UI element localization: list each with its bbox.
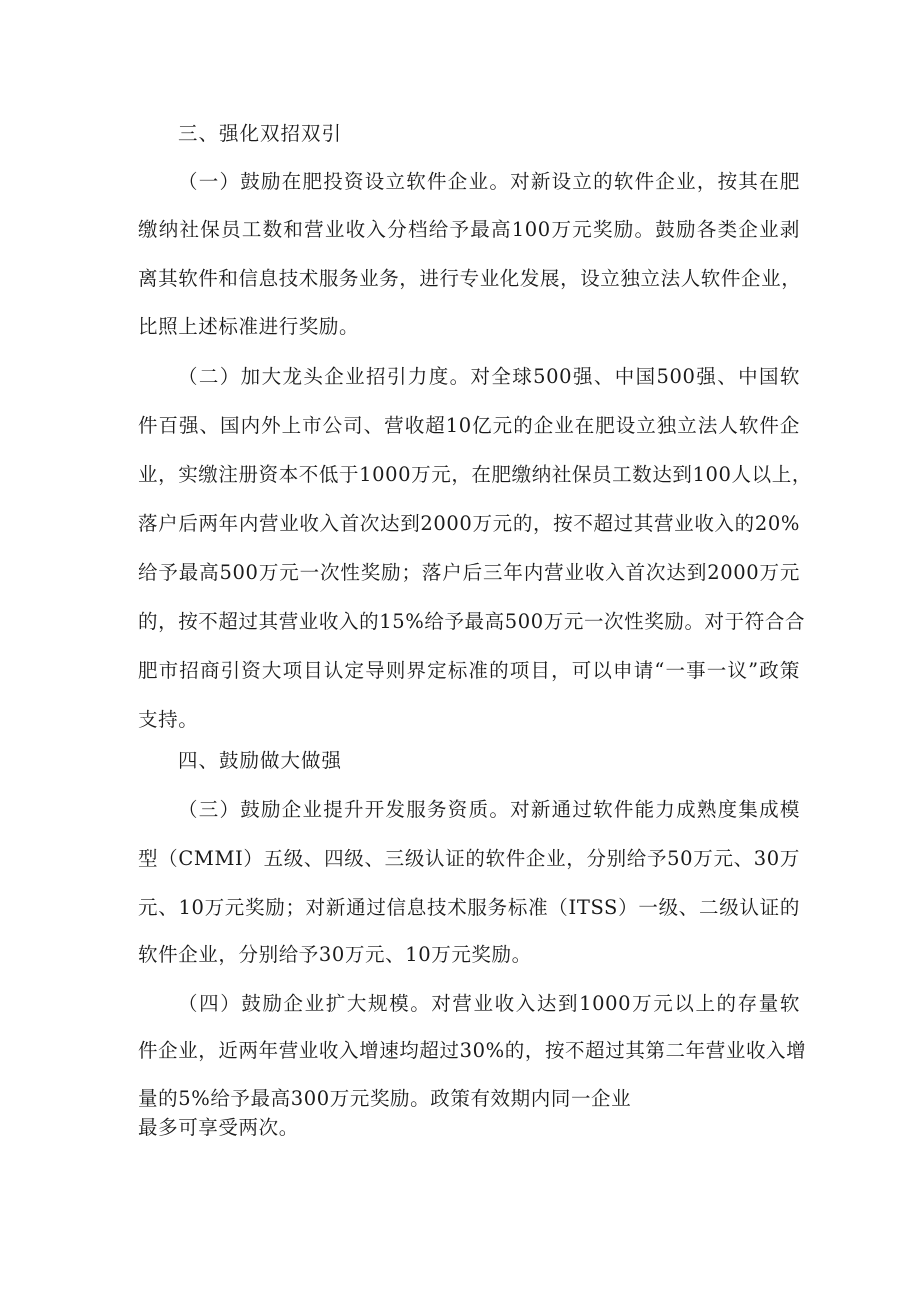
paragraph-1-line-3: 离其软件和信息技术服务业务，进行专业化发展，设立独立法人软件企业， [138,267,802,290]
paragraph-2-line-8: 支持。 [138,708,199,731]
paragraph-3-line-3: 元、10万元奖励；对新通过信息技术服务标准（ITSS）一级、二级认证的 [138,896,800,919]
paragraph-2-line-7: 肥市招商引资大项目认定导则界定标准的项目，可以申请“一事一议”政策 [138,659,800,682]
paragraph-1-line-2: 缴纳社保员工数和营业收入分档给予最高100万元奖励。鼓励各类企业剥 [138,218,800,241]
paragraph-4-line-1: （四）鼓励企业扩大规模。对营业收入达到1000万元以上的存量软 [178,992,800,1015]
paragraph-4-line-3: 量的5%给予最高300万元奖励。政策有效期内同一企业 [138,1087,632,1110]
paragraph-4-line-2: 件企业，近两年营业收入增速均超过30%的，按不超过其第二年营业收入增 [138,1039,807,1062]
paragraph-1-line-1: （一）鼓励在肥投资设立软件企业。对新设立的软件企业，按其在肥 [178,170,800,193]
paragraph-3-line-2: 型（CMMI）五级、四级、三级认证的软件企业，分别给予50万元、30万 [138,847,800,870]
paragraph-2-line-5: 给予最高500万元一次性奖励；落户后三年内营业收入首次达到2000万元 [138,561,800,584]
paragraph-2-line-4: 落户后两年内营业收入首次达到2000万元的，按不超过其营业收入的20% [138,512,800,535]
paragraph-4-line-4: 最多可享受两次。 [138,1116,299,1139]
paragraph-2-line-3: 业，实缴注册资本不低于1000万元，在肥缴纳社保员工数达到100人以上， [138,463,812,486]
paragraph-1-line-4: 比照上述标准进行奖励。 [138,315,360,338]
paragraph-2-line-6: 的，按不超过其营业收入的15%给予最高500万元一次性奖励。对于符合合 [138,610,806,633]
paragraph-2-line-1: （二）加大龙头企业招引力度。对全球500强、中国500强、中国软 [178,365,800,388]
section-heading-3: 三、强化双招双引 [178,122,343,145]
paragraph-2-line-2: 件百强、国内外上市公司、营收超10亿元的企业在肥设立独立法人软件企 [138,414,800,437]
paragraph-3-line-4: 软件企业，分别给予30万元、10万元奖励。 [138,943,532,966]
section-heading-4: 四、鼓励做大做强 [178,749,343,772]
paragraph-3-line-1: （三）鼓励企业提升开发服务资质。对新通过软件能力成熟度集成模 [178,798,800,821]
